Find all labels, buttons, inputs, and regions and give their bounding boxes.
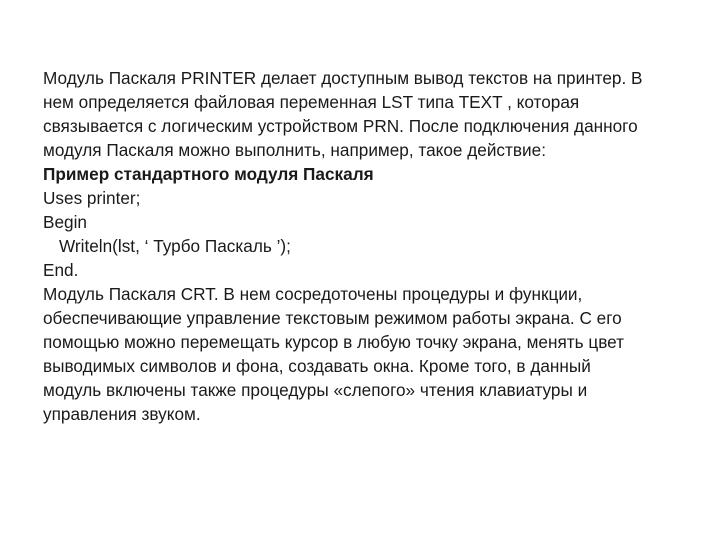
paragraph-crt-line: выводимых символов и фона, создавать окна. Кроме того, в данный: [43, 356, 591, 376]
paragraph-printer-line: Модуль Паскаля PRINTER делает доступным вывод текстов на принтер. В: [43, 68, 643, 88]
paragraph-printer-line: модуля Паскаля можно выполнить, например, такое действие:: [43, 140, 546, 160]
paragraph-printer-line: нем определяется файловая переменная LST типа TEXT , которая: [43, 92, 580, 112]
code-line-uses: Uses printer;: [43, 188, 141, 208]
paragraph-crt-line: обеспечивающие управление текстовым режимом работы экрана. С его: [43, 308, 622, 328]
code-line-writeln: Writeln(lst, ‘ Турбо Паскаль ’);: [59, 236, 291, 256]
code-line-end: End.: [43, 260, 79, 280]
code-line-begin: Begin: [43, 212, 87, 232]
paragraph-crt-line: управления звуком.: [43, 404, 201, 424]
example-heading: Пример стандартного модуля Паскаля: [43, 164, 374, 184]
slide-text-block: [43, 66, 693, 426]
paragraph-printer-line: связывается с логическим устройством PRN. После подключения данного: [43, 116, 638, 136]
paragraph-crt-line: Модуль Паскаля CRT. В нем сосредоточены процедуры и функции,: [43, 284, 583, 304]
paragraph-crt-line: модуль включены также процедуры «слепого» чтения клавиатуры и: [43, 380, 588, 400]
paragraph-crt-line: помощью можно перемещать курсор в любую точку экрана, менять цвет: [43, 332, 625, 352]
